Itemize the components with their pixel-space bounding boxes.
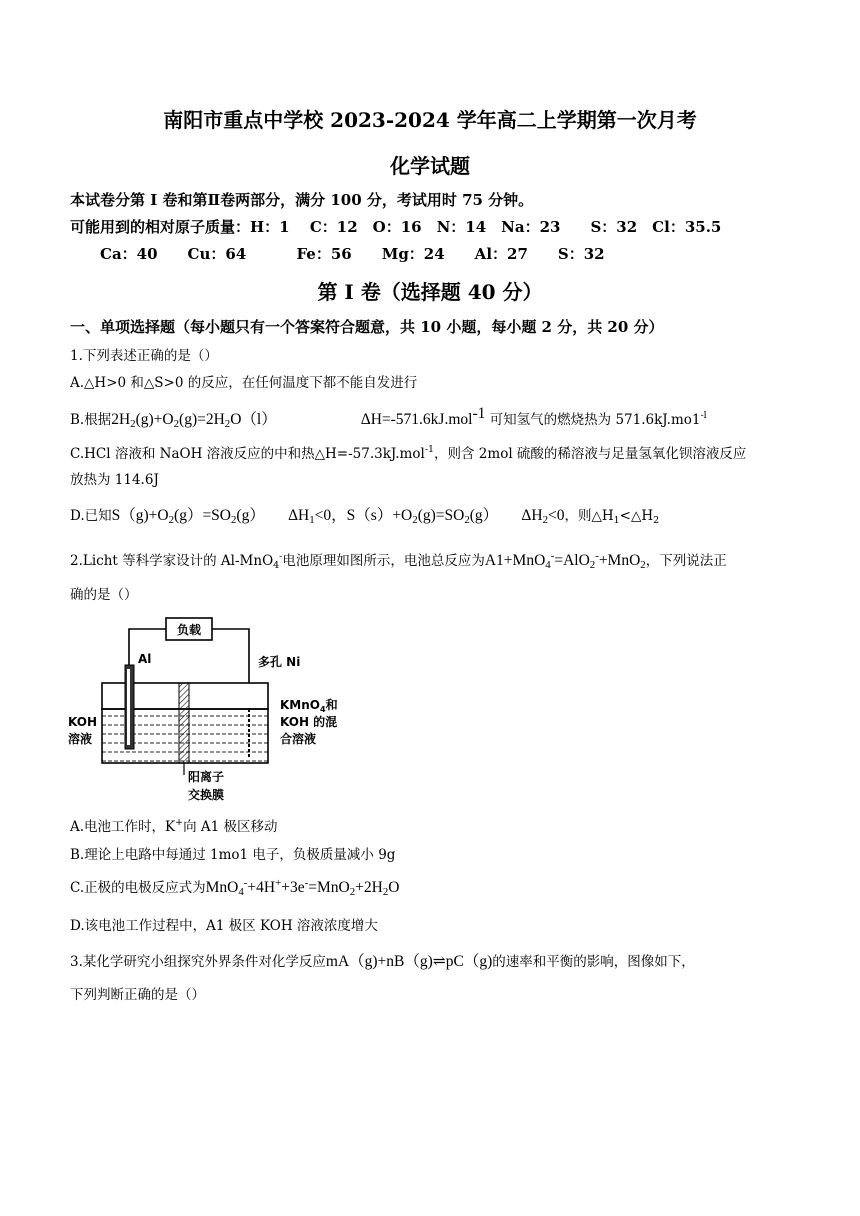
- mix-label-1: KMnO$_4$和: [280, 698, 338, 714]
- q2-option-a: A.电池工作时，K+向 A1 极区移动: [70, 817, 278, 835]
- section-heading: 一、单项选择题（每小题只有一个答案符合题意，共 10 小题，每小题 2 分，共 20 分）: [70, 318, 664, 336]
- q1-option-d: D.已知$S(g)+O_2(g)=SO_2(g)$ $\Delta H_1<0$，$S(s)+O_2(g)=SO_2(g)$ $\Delta H_2<0$，则$\triangle H_1<\triangle H_2$: [70, 507, 660, 526]
- q3-stem-cont: 下列判断正确的是（）: [70, 987, 205, 1003]
- exam-info: 本试卷分第 I 卷和第Ⅱ卷两部分，满分 100 分，考试用时 75 分钟。: [70, 191, 534, 209]
- q2-stem-cont: 确的是（）: [70, 587, 138, 603]
- q1-option-c: C.HCl 溶液和 NaOH 溶液反应的中和热△H=-57.3kJ.mol$^{-1}$，则含 2mol 硫酸的稀溶液与足量氢氧化钡溶液反应: [70, 444, 747, 462]
- q2-option-c: C.正极的电极反应式为$MnO_4^-+4H^++3e^-=MnO_2+2H_2O$: [70, 877, 400, 898]
- koh-label-2: 溶液: [68, 732, 93, 746]
- section-title: 第 I 卷（选择题 40 分）: [317, 280, 543, 304]
- mix-label-3: 合溶液: [280, 732, 317, 746]
- q1-stem: 1.下列表述正确的是（）: [70, 348, 218, 364]
- cation-membrane: [179, 683, 189, 763]
- atomic-masses-line2: Ca：40 Cu：64 Fe：56 Mg：24 Al：27 S：32: [100, 245, 605, 263]
- q1-option-b: B.根据$2H_2(g)+O_2(g)=2H_2O(l)$ ΔH=-571.6kJ.mol$^{-1}$ 可知氢气的燃烧热为 $571.6kJ.mo1^{-l}$: [70, 405, 707, 430]
- ni-label: 多孔 Ni: [258, 655, 301, 669]
- q2-option-b: B.理论上电路中每通过 1mo1 电子，负极质量减小 9g: [70, 847, 396, 863]
- exam-title: 南阳市重点中学校 2023-2024 学年高二上学期第一次月考: [163, 108, 697, 132]
- al-label: Al: [138, 652, 152, 666]
- q2-option-d: D.该电池工作过程中，A1 极区 KOH 溶液浓度增大: [70, 918, 378, 934]
- membrane-label-2: 交换膜: [188, 788, 225, 802]
- q3-stem: 3.某化学研究小组探究外界条件对化学反应mA（g)+nB（g)⇌pC（g)的速率和平衡的影响，图像如下，: [70, 953, 695, 970]
- q1-option-a: A.△H>0 和△S>0 的反应，在任何温度下都不能自发进行: [70, 375, 418, 391]
- battery-diagram: [66, 613, 358, 807]
- koh-label-1: KOH: [68, 715, 98, 729]
- exam-subtitle: 化学试题: [390, 154, 470, 178]
- mix-label-2: KOH 的混: [280, 715, 338, 729]
- atomic-masses-line1: 可能用到的相对原子质量：H：1 C：12 O：16 N：14 Na：23 S：32 Cl：35.5: [70, 218, 722, 236]
- membrane-label-1: 阳离子: [188, 770, 225, 784]
- q1-option-c-cont: 放热为 114.6J: [70, 472, 159, 488]
- load-label: 负载: [176, 623, 202, 637]
- q2-stem: 2.Licht 等科学家设计的 Al-MnO$_4$-电池原理如图所示，电池总反应为A1+MnO$_4$-=AlO$_2$-+MnO$_2$，下列说法正: [70, 550, 727, 571]
